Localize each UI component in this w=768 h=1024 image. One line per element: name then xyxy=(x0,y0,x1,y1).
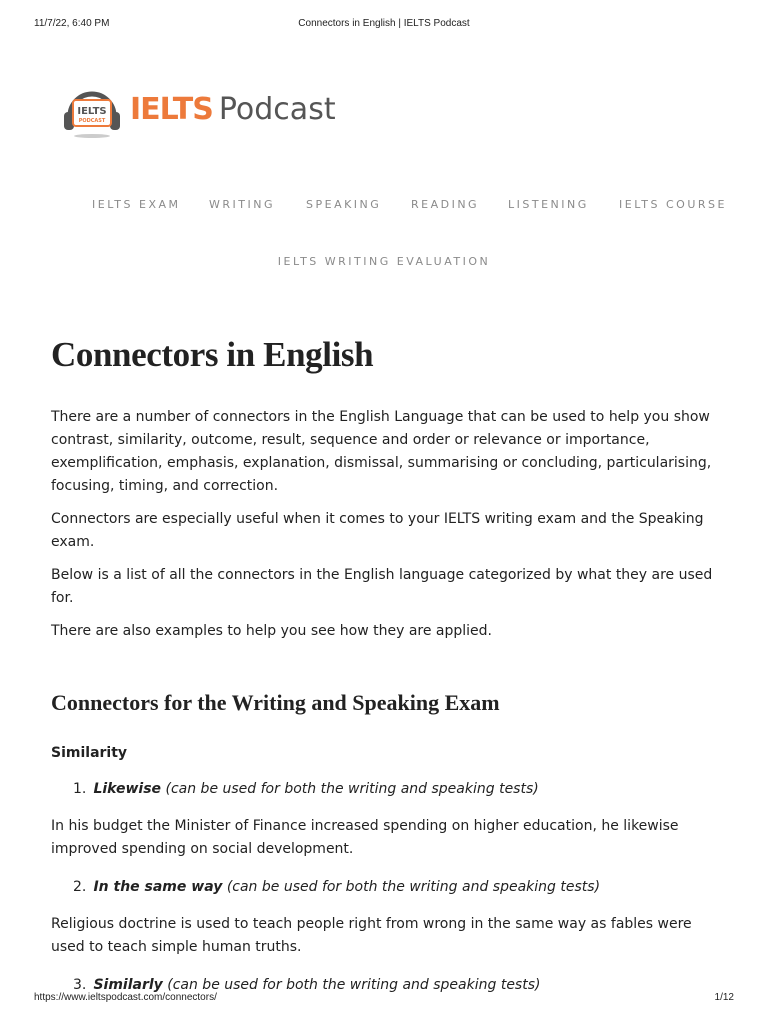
example-sentence: Religious doctrine is used to teach people right from wrong in the same way as fables were used to teach simple human truths. xyxy=(51,916,692,955)
logo-badge-text: IELTS xyxy=(77,106,107,117)
nav-speaking[interactable]: SPEAKING xyxy=(306,198,382,211)
connector-note: (can be used for both the writing and speaking tests) xyxy=(167,977,541,993)
nav-ielts-exam[interactable]: IELTS EXAM xyxy=(92,198,181,211)
page-title: Connectors in English xyxy=(51,335,374,374)
list-number: 2. xyxy=(73,879,87,895)
article-content xyxy=(51,334,721,995)
print-page-title: Connectors in English | IELTS Podcast xyxy=(298,18,470,29)
paragraph-list-intro: Below is a list of all the connectors in the English language categorized by what they are used for. xyxy=(51,567,713,606)
print-page-number: 1/12 xyxy=(714,992,734,1003)
nav-writing[interactable]: WRITING xyxy=(209,198,275,211)
logo-badge-subtext: PODCAST xyxy=(78,118,106,124)
main-nav xyxy=(0,198,768,268)
connector-term: Similarly xyxy=(93,977,163,993)
example-sentence: In his budget the Minister of Finance increased spending on higher education, he likewise improved spending on social development. xyxy=(51,818,679,857)
print-header xyxy=(0,18,768,32)
list-number: 3. xyxy=(73,977,87,993)
logo-wordmark xyxy=(130,92,336,128)
nav-listening[interactable]: LISTENING xyxy=(508,198,589,211)
paragraph-usefulness: Connectors are especially useful when it comes to your IELTS writing exam and the Speaking exam. xyxy=(51,511,704,550)
connector-note: (can be used for both the writing and speaking tests) xyxy=(165,781,539,797)
logo-brand: IELTS xyxy=(130,92,213,127)
print-datetime: 11/7/22, 6:40 PM xyxy=(34,18,110,29)
print-footer xyxy=(0,992,768,1006)
paragraph-examples-intro: There are also examples to help you see how they are applied. xyxy=(51,623,493,639)
print-url: https://www.ieltspodcast.com/connectors/ xyxy=(34,992,217,1003)
list-item xyxy=(51,877,721,897)
nav-reading[interactable]: READING xyxy=(411,198,480,211)
connector-term: In the same way xyxy=(93,879,223,895)
headphones-logo-icon xyxy=(60,78,124,142)
section-heading: Connectors for the Writing and Speaking Exam xyxy=(51,690,500,715)
nav-ielts-writing-evaluation[interactable]: IELTS WRITING EVALUATION xyxy=(277,255,491,268)
nav-ielts-course[interactable]: IELTS COURSE xyxy=(619,198,727,211)
intro-paragraph: There are a number of connectors in the English Language that can be used to help you show contrast, similarity, outcome, result, sequence and order or relevance or importance, exemplification, emphasis, explanation, dismissal, summarising or concluding, particularising, focusing, timing, and correction. xyxy=(51,409,712,494)
site-logo[interactable] xyxy=(60,78,340,142)
list-number: 1. xyxy=(73,781,87,797)
connector-note: (can be used for both the writing and speaking tests) xyxy=(226,879,601,895)
logo-sub: Podcast xyxy=(218,92,336,127)
connector-term: Likewise xyxy=(93,781,162,797)
subsection-similarity: Similarity xyxy=(51,745,128,761)
list-item xyxy=(51,779,721,799)
